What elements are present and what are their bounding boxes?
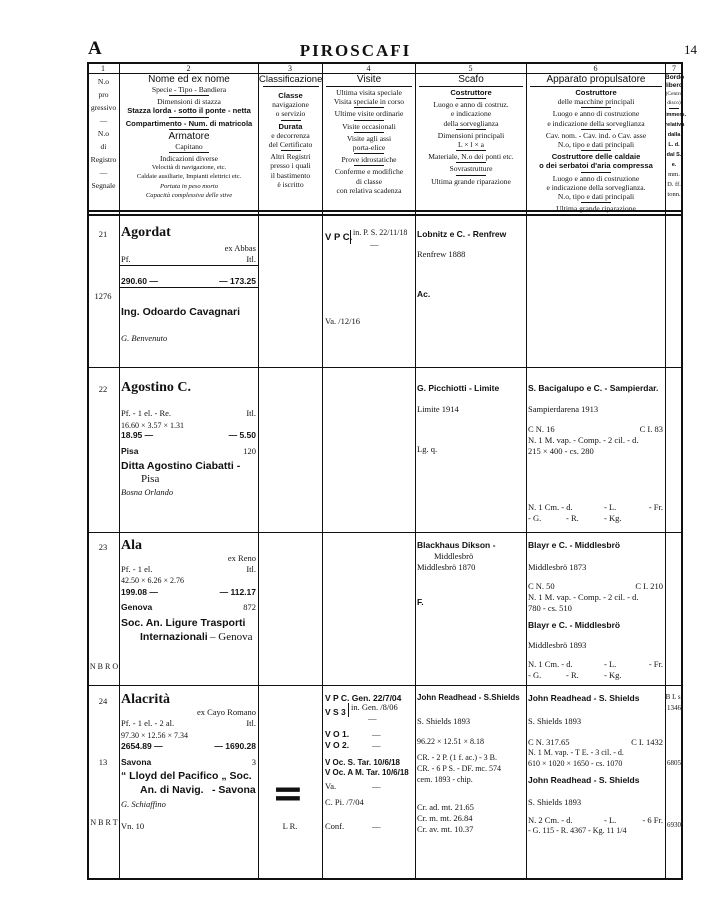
propulsion-line: - G. 115 - R. 4367 - Kg. 11 1/4 [528, 826, 627, 835]
ship-name: Ala [121, 538, 142, 553]
header-line: — [99, 168, 108, 177]
header-line: Caldaie ausiliarie, Impianti elettrici etc. [136, 173, 242, 181]
scafo-line: G. Picchiotti - Limite [417, 383, 500, 393]
header-line: L × l × a [458, 140, 484, 150]
scafo-line: Ac. [417, 289, 431, 299]
header-title: Scafo [458, 74, 484, 85]
matricola: 120 [243, 446, 256, 456]
header-line: D. ff. [667, 180, 681, 188]
owner-line2: An. di Navig. [140, 784, 204, 796]
header-line: Capacità complessiva delle stive [145, 191, 233, 199]
propulsion-line: 780 - cs. 510 [528, 603, 572, 613]
propulsion-line: John Readhead - S. Shields [528, 775, 640, 785]
scafo-line: CR. - 6 P S. - DF. mc. 574 [417, 764, 501, 773]
entry-separator [87, 532, 683, 533]
header-line: Stazza lorda - sotto il ponte - netta [127, 106, 251, 116]
header-line: Luogo e anno di costruz. [433, 100, 509, 110]
propulsion-line: - Kg. [604, 670, 622, 680]
header-line: Specie - Tipo - Bandiera [151, 85, 227, 94]
header-title: Classificazione [259, 74, 323, 85]
captain: Bosna Orlando [121, 487, 174, 497]
ship-flag: Itl. [246, 564, 256, 574]
ship-flag: Itl. [246, 408, 256, 418]
entry-progressivo: 21 [98, 229, 108, 239]
propulsion-line: 215 × 400 - cs. 280 [528, 446, 594, 456]
header-line: il bastimento [270, 170, 311, 180]
ship-type: Pf. - 1 el. - Re. [121, 408, 172, 418]
scafo-line: Renfrew 1888 [417, 249, 466, 259]
entry-progressivo: 23 [98, 542, 108, 552]
header-line: e indicazione della sorveglianza [547, 118, 645, 128]
header-line: del Certificato [268, 140, 313, 150]
other-registers: L R. [282, 821, 298, 831]
header-line: Prove idrostatiche [341, 155, 397, 165]
header-line: dalla L. d. [667, 131, 681, 148]
freeboard: 1346 [667, 704, 681, 712]
visite-line: — [372, 781, 381, 791]
ship-flag: Itl. [246, 254, 256, 264]
header-line: e indicazione [450, 109, 492, 119]
entry-separator [87, 685, 683, 686]
ship-name: Alacrità [121, 692, 170, 707]
visite-line: — [372, 740, 381, 750]
scafo-line: CR. - 2 P. (1 f. ac.) - 3 B. [417, 753, 497, 762]
dimensions: 42.50 × 6.26 × 2.76 [121, 576, 185, 585]
entry-registro: 13 [98, 757, 108, 767]
header-line: di [100, 142, 107, 151]
ship-flag: Itl. [246, 718, 256, 728]
header-col4 [323, 74, 415, 195]
speed: Vn. 10 [121, 821, 145, 831]
compartment: Pisa [121, 446, 139, 456]
scafo-line: 96.22 × 12.51 × 8.18 [417, 737, 485, 746]
ex-name: ex Reno [227, 553, 256, 563]
header-line: Altri Registri [270, 152, 311, 162]
column-number: 2 [186, 64, 191, 73]
propulsion-line: - Fr. [648, 659, 663, 669]
page-title: PIROSCAFI [299, 41, 412, 60]
propulsion-line: Blayr e C. - Middlesbrö [528, 620, 621, 630]
column-number: 7 [672, 64, 676, 73]
dimensions: 97.30 × 12.56 × 7.34 [121, 731, 189, 740]
header-line: Dimensioni principali [437, 130, 505, 140]
propulsion-line: - Fr. [648, 502, 663, 512]
header-line: Compartimento - Num. di matricola [125, 118, 253, 128]
header-title: Visite [356, 74, 382, 85]
propulsion-line: C N. 50 [528, 581, 555, 591]
captain: G. Benvenuto [121, 333, 168, 343]
propulsion-line: Sampierdarena 1913 [528, 404, 599, 414]
header-line: Costruttore delle caldaie [551, 152, 641, 162]
scafo-line: F. [417, 597, 424, 607]
propulsion-line: - G. [528, 670, 542, 680]
header-line: Costruttore [575, 88, 617, 97]
visite-line: — [368, 713, 377, 723]
header-line: Visite agli assi [346, 133, 392, 143]
freeboard: B L s. [665, 693, 683, 701]
propulsion-line: - R. [566, 513, 579, 523]
header-line: Ultima grande riparazione [556, 204, 636, 214]
header-bottom-rule [87, 214, 683, 216]
matricola: 872 [243, 602, 256, 612]
entry-signal: N B R O [89, 662, 119, 671]
header-line: N.o, tipo e dati principali [557, 192, 635, 202]
visite-line: V Oc. S. Tar. 10/6/18 [325, 758, 401, 767]
entry-registro: 1276 [94, 291, 112, 301]
header-col3 [259, 74, 322, 189]
propulsion-line: C I. 210 [635, 581, 663, 591]
ship-name: Agostino C. [121, 380, 192, 395]
header-line: mm. [668, 170, 680, 178]
header-line: Classe [278, 91, 303, 100]
column-number: 1 [101, 64, 105, 73]
visite-line: in. Gen. /8/06 [351, 702, 398, 712]
freeboard: 6805 [667, 759, 681, 767]
visite-line: Conf. [325, 821, 345, 831]
header-line: Luogo e anno di costruzione [552, 173, 640, 183]
header-line: — [99, 116, 108, 125]
scafo-line: Cr. m. mt. 26.84 [417, 813, 473, 823]
scafo-line: Lg. q. [417, 444, 438, 454]
header-line: di classe [356, 176, 382, 186]
propulsion-line: S. Shields 1893 [528, 797, 582, 807]
header-line: Costruttore [450, 88, 492, 97]
header-col6 [527, 74, 665, 213]
propulsion-line: C I. 83 [639, 424, 663, 434]
header-line: navigazione [272, 100, 309, 110]
propulsion-line: - Kg. [604, 513, 622, 523]
tonnage-net: — 5.50 [228, 430, 256, 440]
visite-line: Va. /12/16 [325, 316, 360, 326]
header-col7 [665, 74, 687, 200]
visite-line: C. Pi. /7/04 [325, 797, 364, 807]
propulsion-line: N. 1 M. vap. - Comp. - 2 cil. - d. [528, 435, 639, 445]
dimensions: 16.60 × 3.57 × 1.31 [121, 421, 185, 430]
header-line: Velocità di navigazione, etc. [151, 164, 227, 172]
propulsion-line: John Readhead - S. Shields [528, 693, 640, 703]
propulsion-line: C I. 1432 [631, 737, 663, 747]
cell-rule [350, 230, 351, 244]
owner: Soc. An. Ligure Trasporti [121, 617, 246, 629]
owner-city: - Savona [212, 784, 256, 796]
visite-line: in. P. S. 22/11/18 [353, 228, 408, 237]
header-line: tonn. [667, 190, 681, 198]
scafo-line: S. Shields 1893 [417, 716, 471, 726]
header-line: delle macchine principali [557, 97, 635, 107]
visite-line: Va. [325, 781, 337, 791]
tonnage-net: — 112.17 [219, 587, 256, 597]
header-line: Bordo [665, 74, 685, 81]
propulsion-line: N. 1 Cm. - d. [528, 502, 573, 512]
ship-type: Pf. - 1 el. - 2 al. [121, 718, 175, 728]
owner-line2: Internazionali [140, 631, 208, 643]
header-line: relativa [665, 121, 685, 128]
entry-progressivo: 22 [98, 384, 108, 394]
visite-line: — [372, 821, 381, 831]
scafo-line: Middlesbrö [434, 551, 474, 561]
owner: Ditta Agostino Ciabatti - [121, 460, 241, 472]
header-line: Indicazioni diverse [160, 154, 218, 164]
entry-progressivo: 24 [98, 696, 108, 706]
propulsion-line: C N. 317.65 [528, 737, 570, 747]
header-col2 [120, 74, 258, 200]
header-col1 [88, 75, 119, 192]
header-line: (Centro [665, 91, 683, 98]
owner: Ing. Odoardo Cavagnari [121, 306, 241, 318]
visite-line: V P C. Gen. 22/7/04 [325, 693, 402, 703]
propulsion-line: - L. [604, 659, 617, 669]
propulsion-line: Middlesbrö 1893 [528, 640, 587, 650]
tonnage-gross: 18.95 — [121, 430, 154, 440]
tonnage-net: — 1690.28 [214, 741, 256, 751]
propulsion-line: N. 1 M. vap. - Comp. - 2 cil. - d. [528, 592, 639, 602]
scafo-line: Lobnitz e C. - Renfrew [417, 229, 507, 239]
header-col5 [416, 74, 526, 186]
propulsion-line: S. Bacigalupo e C. - Sampierdar. [528, 383, 659, 393]
scafo-line: Limite 1914 [417, 404, 459, 414]
header-line: presso i quali [270, 161, 311, 171]
propulsion-line: - L. [604, 502, 617, 512]
header-line: Visita speciale in corso [333, 97, 405, 107]
visite-line: V S 3 [325, 707, 346, 717]
header-line: gressivo [90, 103, 117, 112]
column-number: 5 [468, 64, 473, 73]
scafo-line: Middlesbrö 1870 [417, 562, 476, 572]
propulsion-line: Middlesbrö 1873 [528, 562, 587, 572]
column-number: 6 [593, 64, 598, 73]
header-line: Sovrastrutture [449, 164, 493, 174]
cell-rule [120, 287, 258, 288]
propulsion-line: - G. [528, 513, 542, 523]
header-line: Segnale [91, 181, 116, 190]
header-capitano: Capitano [175, 141, 203, 151]
header-line: Durata [278, 121, 303, 131]
scafo-line: Cr. av. mt. 10.37 [417, 824, 474, 834]
compartment: Genova [121, 602, 153, 612]
visite-line: — [372, 729, 381, 739]
propulsion-line: N. 1 M. vap. - T E. - 3 cil. - d. [528, 748, 624, 757]
tonnage-gross: 290.60 — [121, 276, 158, 286]
header-line: N.o, tipo e dati principali [557, 140, 635, 150]
ex-name: ex Abbas [224, 243, 256, 253]
header-line: e decorrenza [271, 130, 310, 140]
header-line: della sorveglianza [443, 118, 499, 128]
header-line: Portata in peso morto [159, 182, 219, 190]
ship-name: Agordat [121, 225, 171, 240]
header-line: Cav. nom. - Cav. ind. o Cav. asse [545, 130, 647, 140]
owner: “ Lloyd del Pacifico „ Soc. [121, 770, 252, 782]
header-line: pro [98, 90, 109, 99]
ship-type: Pf. - 1 el. [121, 564, 153, 574]
propulsion-line: 610 × 1020 × 1650 - cs. 1070 [528, 759, 623, 768]
header-line: Dimensioni di stazza [157, 97, 221, 107]
owner-city: – Genova [210, 631, 253, 643]
tonnage-net: — 173.25 [219, 276, 256, 286]
header-line: dal S. e. [666, 151, 682, 168]
header-armatore: Armatore [168, 130, 210, 142]
header-title: Nome ed ex nome [148, 74, 230, 85]
header-line: disco) [667, 99, 681, 106]
header-line: Immers. [665, 111, 687, 118]
propulsion-line: N. 1 Cm. - d. [528, 659, 573, 669]
propulsion-line: N. 2 Cm. - d. [528, 815, 573, 825]
header-line: libero [665, 82, 683, 90]
propulsion-line: Blayr e C. - Middlesbrö [528, 540, 621, 550]
propulsion-line: - L. [604, 815, 617, 825]
header-line: Materiale, N.o dei ponti etc. [428, 152, 514, 162]
entry-signal: N B R T [90, 818, 118, 827]
visite-line: V P C. [325, 232, 353, 243]
scafo-line: Blackhaus Dikson - [417, 540, 496, 550]
column-number: 3 [288, 64, 292, 73]
owner-city: Pisa [141, 473, 160, 485]
visite-line: V O 1. [325, 729, 350, 739]
header-line: porta-elice [352, 143, 386, 153]
scafo-line: cem. 1893 - chip. [417, 775, 473, 784]
header-line: N.o [97, 129, 110, 138]
header-line: Ultima visita speciale [336, 88, 402, 97]
propulsion-line: - 6 Fr. [642, 815, 663, 825]
visite-line: V O 2. [325, 740, 350, 750]
classification-symbol: = [272, 771, 304, 815]
header-line: N.o [97, 77, 110, 86]
header-line: Ultima grande riparazione [431, 176, 511, 186]
scafo-line: Cr. ad. mt. 21.65 [417, 802, 474, 812]
cell-rule [348, 703, 349, 717]
compartment: Savona [121, 757, 152, 767]
scafo-line: John Readhead - S.Shields [417, 693, 520, 702]
header-line: con relativa scadenza [336, 185, 402, 195]
propulsion-line: - R. [566, 670, 579, 680]
header-line: o servizio [275, 109, 306, 119]
header-line: è iscritto [277, 179, 304, 189]
captain: G. Schiaffino [121, 799, 166, 809]
tonnage-gross: 199.08 — [121, 587, 158, 597]
tonnage-gross: 2654.89 — [121, 741, 163, 751]
column-number: 4 [366, 64, 371, 73]
header-line: Visite occasionali [342, 121, 396, 131]
header-line: Conferme e modifiche [334, 167, 404, 177]
visite-line: V Oc. A M. Tar. 10/6/18 [325, 768, 409, 777]
propulsion-line: S. Shields 1893 [528, 716, 582, 726]
visite-line: — [370, 239, 379, 249]
page-number: 14 [684, 42, 697, 57]
header-title: Apparato propulsatore [546, 74, 646, 85]
page-letter: A [88, 38, 102, 59]
ship-type: Pf. [121, 254, 131, 264]
ex-name: ex Cayo Romano [196, 707, 256, 717]
matricola: 3 [251, 757, 256, 767]
header-line: o dei serbatoi d'aria compressa [539, 161, 653, 171]
entry-separator [87, 367, 683, 368]
header-line: Registro [90, 155, 117, 164]
cell-rule [120, 265, 258, 266]
header-line: Luogo e anno di costruzione [552, 109, 640, 119]
propulsion-line: C N. 16 [528, 424, 555, 434]
header-line: Ultime visite ordinarie [334, 109, 404, 119]
freeboard: 6930 [667, 821, 681, 829]
header-line: e indicazione della sorveglianza. [546, 182, 646, 192]
